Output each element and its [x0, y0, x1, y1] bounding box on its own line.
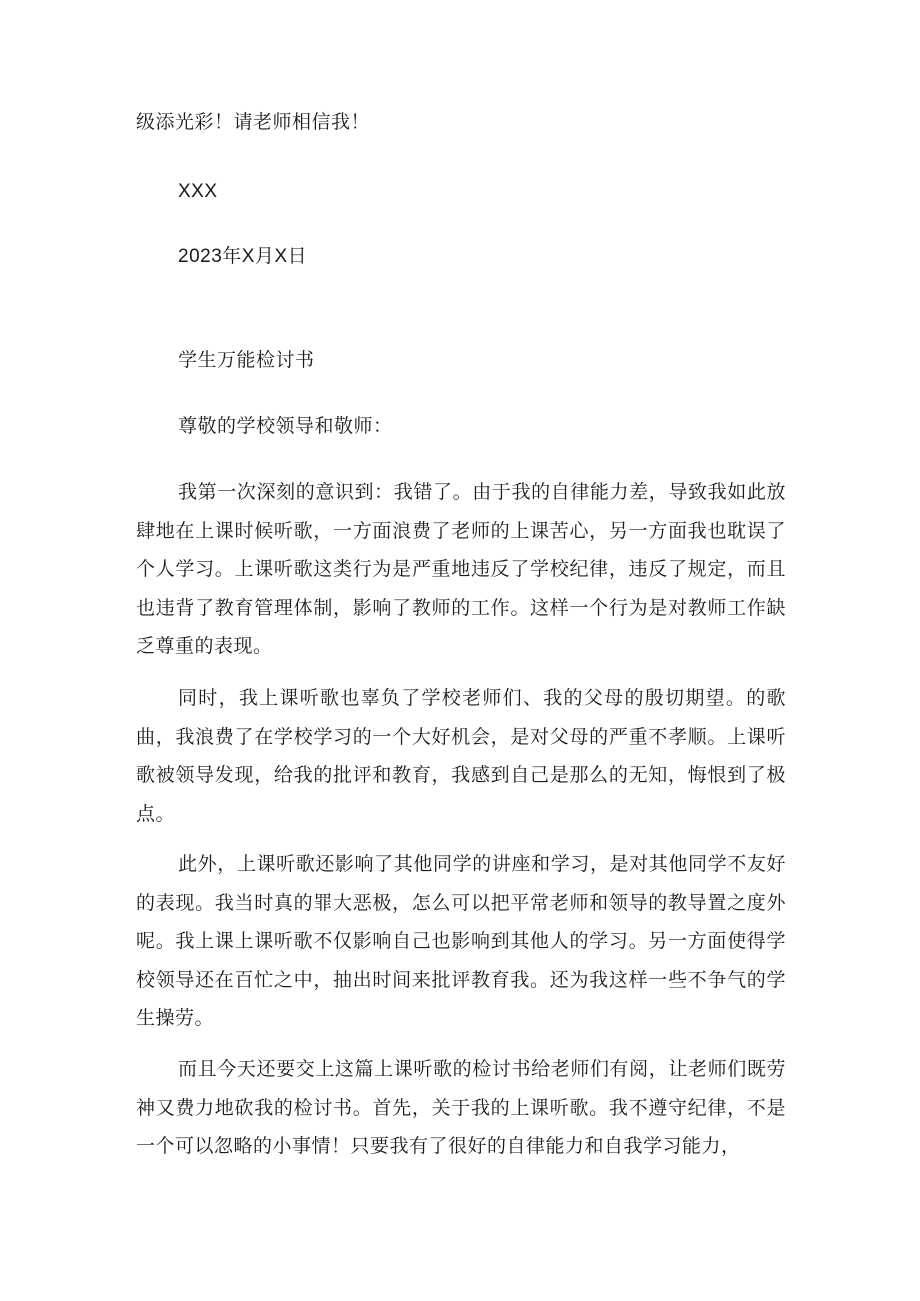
paragraph-1: 我第一次深刻的意识到：我错了。由于我的自律能力差，导致我如此放肆地在上课时候听歌，一方面浪费了老师的上课苦心，另一方面我也耽误了个人学习。上课听歌这类行为是严重地违反了学校纪律，违反了规定，而且也违背了教育管理体制，影响了教师的工作。这样一个行为是对教师工作缺乏尊重的表现。: [136, 481, 786, 657]
continuation-line: 级添光彩！请老师相信我！: [136, 111, 371, 133]
date: 2023年X月X日: [178, 246, 308, 267]
paragraph-2: 同时，我上课听歌也辜负了学校老师们、我的父母的殷切期望。的歌曲，我浪费了在学校学习的一个大好机会，是对父母的严重不孝顺。上课听歌被领导发现，给我的批评和教育，我感到自己是那么的无知，悔恨到了极点。: [136, 687, 786, 825]
salutation: 尊敬的学校领导和敬师：: [178, 415, 393, 437]
signature: XXX: [178, 181, 218, 202]
document-title: 学生万能检讨书: [178, 349, 315, 371]
paragraph-4: 而且今天还要交上这篇上课听歌的检讨书给老师们有阅，让老师们既劳神又费力地砍我的检讨书。首先，关于我的上课听歌。我不遵守纪律，不是一个可以忽略的小事情！只要我有了很好的自律能力和自我学习能力，: [136, 1058, 786, 1157]
paragraph-3: 此外，上课听歌还影响了其他同学的讲座和学习，是对其他同学不友好的表现。我当时真的罪大恶极，怎么可以把平常老师和领导的教导置之度外呢。我上课上课听歌不仅影响自己也影响到其他人的学习。另一方面使得学校领导还在百忙之中，抽出时间来批评教育我。还为我这样一些不争气的学生操劳。: [136, 853, 786, 1029]
